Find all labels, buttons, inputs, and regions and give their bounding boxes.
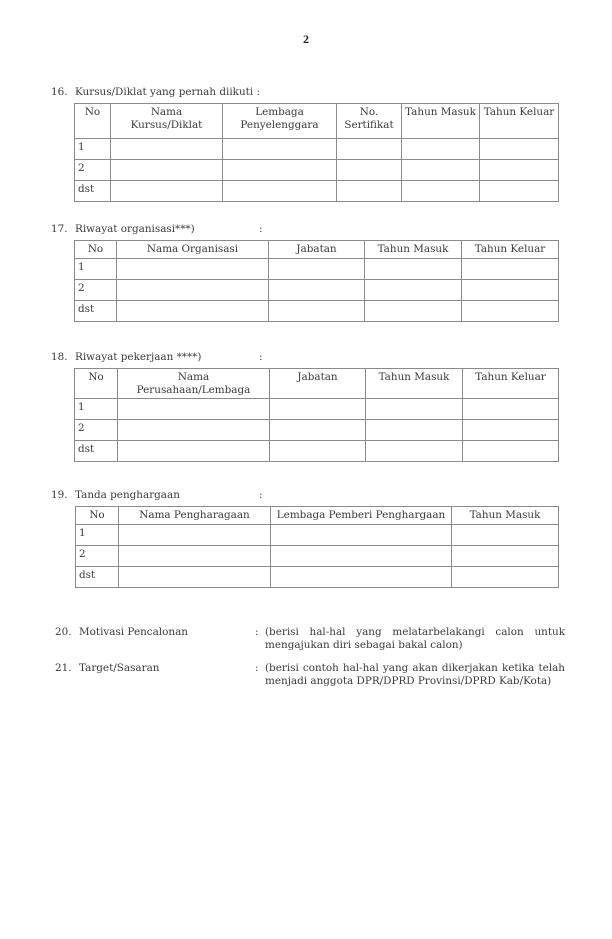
cell[interactable] — [452, 566, 559, 587]
cell[interactable] — [463, 420, 559, 441]
section-label: Kursus/Diklat yang pernah diikuti : — [75, 86, 260, 98]
table-row — [75, 441, 559, 462]
cell[interactable] — [269, 258, 365, 279]
section-colon: : — [259, 351, 263, 363]
kursus-table — [74, 103, 559, 202]
table-row — [75, 160, 559, 181]
cell[interactable] — [452, 545, 559, 566]
section-18-title — [51, 350, 263, 364]
cell[interactable] — [111, 181, 223, 202]
header-cell: No — [75, 369, 118, 399]
row-number: 2 — [75, 279, 117, 300]
field-label: Motivasi Pencalonan — [79, 626, 188, 638]
table-header-row — [75, 369, 559, 399]
cell[interactable] — [480, 160, 559, 181]
field-label: Target/Sasaran — [79, 662, 160, 674]
header-cell: No — [75, 104, 111, 139]
cell[interactable] — [119, 545, 271, 566]
table-row — [75, 181, 559, 202]
cell[interactable] — [118, 441, 270, 462]
cell[interactable] — [271, 566, 452, 587]
section-number: 18. — [51, 351, 68, 363]
row-number: 1 — [76, 524, 119, 545]
cell[interactable] — [111, 160, 223, 181]
table-row — [75, 279, 559, 300]
table-row — [75, 300, 559, 321]
cell[interactable] — [337, 139, 402, 160]
section-16-title — [51, 85, 260, 99]
section-label: Riwayat pekerjaan ****) — [75, 351, 202, 363]
cell[interactable] — [270, 420, 366, 441]
row-number: 1 — [75, 258, 117, 279]
section-label: Riwayat organisasi***) — [75, 223, 195, 235]
table-row — [75, 258, 559, 279]
cell[interactable] — [463, 441, 559, 462]
organisasi-table — [74, 240, 559, 322]
cell[interactable] — [366, 399, 463, 420]
section-19-title — [51, 488, 263, 502]
table-header-row — [76, 507, 559, 525]
cell[interactable] — [452, 524, 559, 545]
header-cell: No — [76, 507, 119, 525]
table-row — [75, 139, 559, 160]
cell[interactable] — [337, 160, 402, 181]
header-cell: Tahun Masuk — [365, 241, 462, 259]
header-cell: Lembaga Pemberi Penghargaan — [271, 507, 452, 525]
section-number: 16. — [51, 86, 68, 98]
cell[interactable] — [111, 139, 223, 160]
cell[interactable] — [365, 300, 462, 321]
cell[interactable] — [271, 524, 452, 545]
cell[interactable] — [480, 139, 559, 160]
field-colon: : — [255, 662, 259, 674]
cell[interactable] — [462, 258, 559, 279]
penghargaan-table — [75, 506, 559, 588]
table-header-row — [75, 104, 559, 139]
header-cell: Nama Perusahaan/Lembaga — [118, 369, 270, 399]
cell[interactable] — [119, 566, 271, 587]
cell[interactable] — [223, 181, 337, 202]
cell[interactable] — [223, 160, 337, 181]
cell[interactable] — [270, 441, 366, 462]
table-row — [76, 566, 559, 587]
header-cell: Tahun Masuk — [402, 104, 480, 139]
cell[interactable] — [117, 279, 269, 300]
cell[interactable] — [402, 139, 480, 160]
table-row — [76, 524, 559, 545]
field-colon: : — [255, 626, 259, 638]
header-cell: No. Sertifikat — [337, 104, 402, 139]
cell[interactable] — [271, 545, 452, 566]
header-cell: Nama Kursus/Diklat — [111, 104, 223, 139]
cell[interactable] — [270, 399, 366, 420]
cell[interactable] — [269, 300, 365, 321]
table-row — [75, 420, 559, 441]
row-number: 1 — [75, 399, 118, 420]
row-number: 2 — [75, 420, 118, 441]
header-cell: Lembaga Penyelenggara — [223, 104, 337, 139]
cell[interactable] — [366, 420, 463, 441]
header-cell: Nama Pengharagaan — [119, 507, 271, 525]
row-number: dst — [75, 300, 117, 321]
section-number: 17. — [51, 223, 68, 235]
table-row — [76, 545, 559, 566]
field-value: (berisi hal-hal yang melatarbelakangi calon untuk mengajukan diri sebagai bakal calon) — [265, 626, 565, 651]
cell[interactable] — [402, 160, 480, 181]
cell[interactable] — [366, 441, 463, 462]
field-value: (berisi contoh hal-hal yang akan dikerjakan ketika telah menjadi anggota DPR/DPRD Provinsi/DPRD Kab/Kota) — [265, 662, 565, 687]
section-colon: : — [259, 489, 263, 501]
table-header-row — [75, 241, 559, 259]
header-cell: Tahun Keluar — [480, 104, 559, 139]
cell[interactable] — [462, 279, 559, 300]
cell[interactable] — [117, 258, 269, 279]
section-colon: : — [259, 223, 263, 235]
cell[interactable] — [365, 279, 462, 300]
cell[interactable] — [462, 300, 559, 321]
row-number: dst — [75, 181, 111, 202]
header-cell: Jabatan — [269, 241, 365, 259]
field-motivasi — [55, 626, 565, 652]
section-label: Tanda penghargaan — [75, 489, 180, 501]
header-cell: Nama Organisasi — [117, 241, 269, 259]
row-number: 2 — [75, 160, 111, 181]
header-cell: Jabatan — [270, 369, 366, 399]
section-17-title — [51, 222, 263, 236]
row-number: 2 — [76, 545, 119, 566]
cell[interactable] — [119, 524, 271, 545]
cell[interactable] — [118, 420, 270, 441]
pekerjaan-table — [74, 368, 559, 462]
cell[interactable] — [480, 181, 559, 202]
row-number: 1 — [75, 139, 111, 160]
table-row — [75, 399, 559, 420]
row-number: dst — [75, 441, 118, 462]
page-number: 2 — [303, 32, 309, 46]
header-cell: Tahun Keluar — [463, 369, 559, 399]
row-number: dst — [76, 566, 119, 587]
section-number: 19. — [51, 489, 68, 501]
cell[interactable] — [117, 300, 269, 321]
field-number: 20. — [55, 626, 72, 638]
cell[interactable] — [118, 399, 270, 420]
header-cell: Tahun Keluar — [462, 241, 559, 259]
cell[interactable] — [402, 181, 480, 202]
cell[interactable] — [365, 258, 462, 279]
header-cell: No — [75, 241, 117, 259]
cell[interactable] — [223, 139, 337, 160]
header-cell: Tahun Masuk — [452, 507, 559, 525]
field-number: 21. — [55, 662, 72, 674]
field-target — [55, 662, 565, 688]
cell[interactable] — [463, 399, 559, 420]
cell[interactable] — [337, 181, 402, 202]
cell[interactable] — [269, 279, 365, 300]
header-cell: Tahun Masuk — [366, 369, 463, 399]
